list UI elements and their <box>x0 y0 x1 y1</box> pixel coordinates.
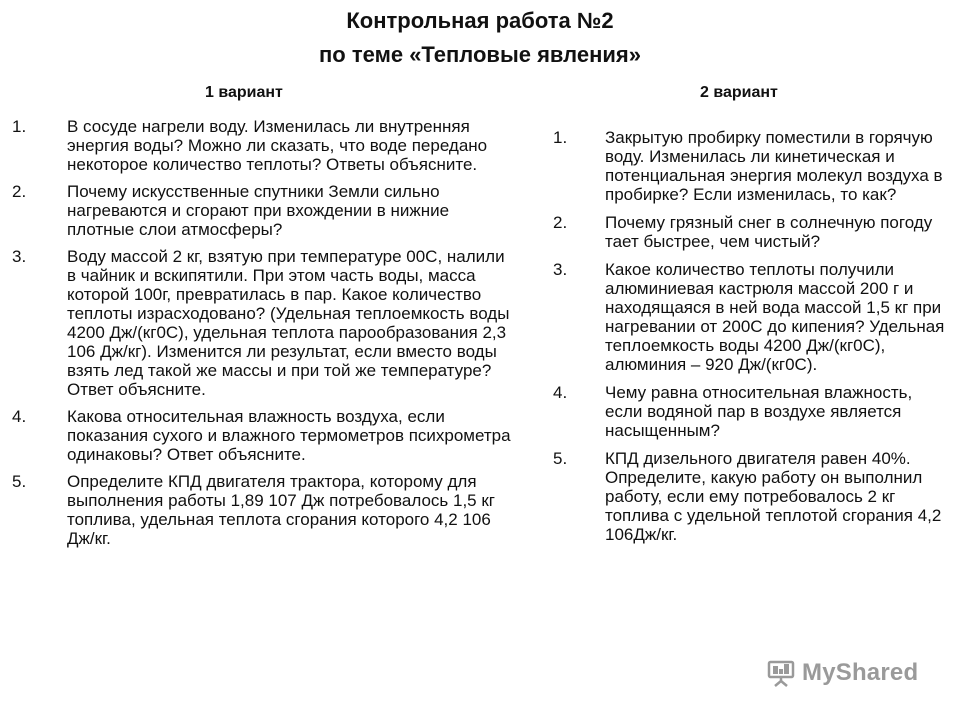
question-text: Какое количество теплоты получили алюминиевая кастрюля массой 200 г и находящаяся в ней вода массой 1,5 кг при нагревании от 200С до кипения? Удельная теплоемкость воды 4200 Дж/(кг0С), алюминия – 920 Дж/(кг0С). <box>605 260 945 374</box>
question-number: 1. <box>12 117 27 136</box>
question-number: 2. <box>12 182 27 201</box>
watermark <box>766 656 918 690</box>
question-text: Определите КПД двигателя трактора, которому для выполнения работы 1,89 107 Дж потребовалось 1,5 кг топлива, удельная теплота сгорания которого 4,2 106 Дж/кг. <box>67 472 495 548</box>
question-number: 3. <box>12 247 27 266</box>
question-text: Почему искусственные спутники Земли сильно нагреваются и сгорают при вхождении в нижние плотные слои атмосферы? <box>67 182 450 239</box>
variant-2-question-list <box>553 128 953 553</box>
question-item <box>553 383 953 440</box>
question-item <box>553 128 953 204</box>
question-text: Чему равна относительная влажность, если водяной пар в воздухе является насыщенным? <box>605 383 913 440</box>
question-item <box>553 213 953 251</box>
question-text: Почему грязный снег в солнечную погоду тает быстрее, чем чистый? <box>605 213 933 251</box>
question-number: 4. <box>553 383 568 402</box>
question-item <box>12 407 512 464</box>
question-text: Закрытую пробирку поместили в горячую воду. Изменилась ли кинетическая и потенциальная энергия молекул воздуха в пробирке? Если изменилась, то как? <box>605 128 943 204</box>
page-title: Контрольная работа №2 <box>346 8 614 33</box>
question-text: КПД дизельного двигателя равен 40%. Определите, какую работу он выполнил работу, если ему потребовалось 2 кг топлива с удельной теплотой сгорания 4,2 106Дж/кг. <box>605 449 942 544</box>
question-text: В сосуде нагрели воду. Изменилась ли внутренняя энергия воды? Можно ли сказать, что воде передано некоторое количество теплоты? Ответы объясните. <box>67 117 488 174</box>
question-number: 1. <box>553 128 568 147</box>
question-item <box>12 472 512 548</box>
question-number: 3. <box>553 260 568 279</box>
question-item <box>12 247 512 399</box>
page-subtitle: по теме «Тепловые явления» <box>319 42 641 67</box>
question-item <box>553 449 953 544</box>
question-number: 5. <box>12 472 27 491</box>
question-text: Какова относительная влажность воздуха, если показания сухого и влажного термометров психрометра одинаковы? Ответ объясните. <box>67 407 511 464</box>
question-item <box>12 117 512 174</box>
variant-2-heading: 2 вариант <box>700 84 778 101</box>
question-number: 2. <box>553 213 568 232</box>
question-item <box>553 260 953 374</box>
question-item <box>12 182 512 239</box>
question-number: 4. <box>12 407 27 426</box>
variant-1-question-list <box>12 117 512 556</box>
watermark-text: MyShared <box>802 659 919 686</box>
presentation-board-icon <box>766 658 796 688</box>
question-number: 5. <box>553 449 568 468</box>
question-text: Воду массой 2 кг, взятую при температуре 00С, налили в чайник и вскипятили. При этом часть воды, масса которой 100г, превратилась в пар. Какое количество теплоты израсходовано? (Удельная теплоемкость воды 4200 Дж/(кг0С), удельная теплота парообразования 2,3 106 Дж/кг). Изменится ли результат, если вместо воды взять лед такой же массы и при той же температуре? Ответ объясните. <box>67 247 510 399</box>
variant-1-heading: 1 вариант <box>205 84 283 101</box>
